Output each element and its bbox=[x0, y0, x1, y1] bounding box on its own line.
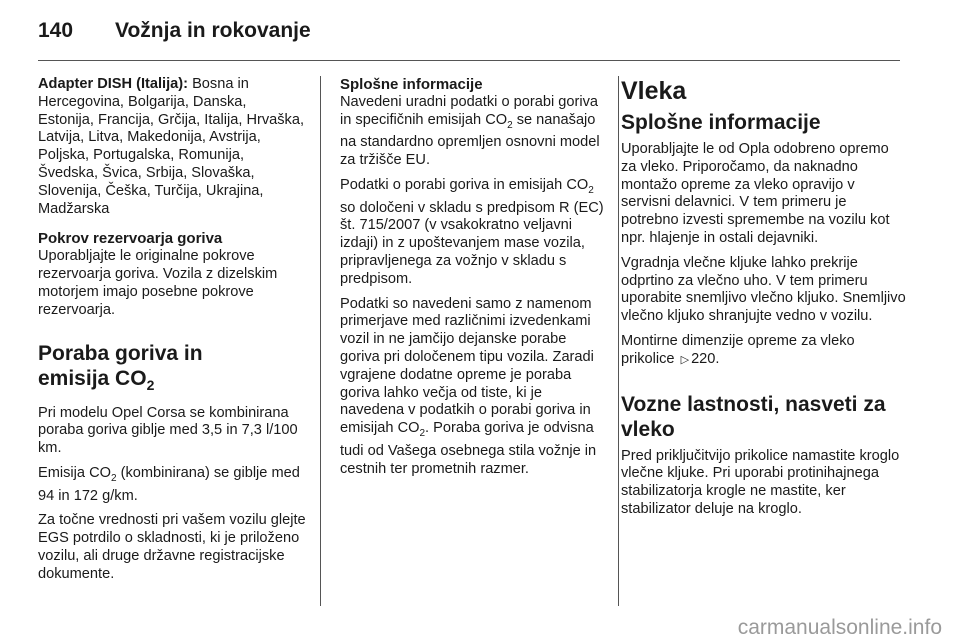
emission-range-text: Emisija $CO_2$ (kombinirana) se giblje med 94 in 172 g/km. bbox=[38, 464, 300, 504]
column-2 bbox=[340, 76, 608, 485]
dish-adapter-text: Bosna in Hercegovina, Bolgarija, Danska, Estonija, Francija, Grčija, Italija, Hrvaška, Latvija, Litva, Makedonija, Avstrija, Poljska, Portugalska, Romunija, Švedska, Švica, Srbija, Slovaška, Slovenija, Češka, Turčija, Ukrajina, Madžarska bbox=[38, 76, 305, 217]
consumption-heading: Poraba goriva in emisija $CO_2$ bbox=[38, 342, 203, 394]
page-reference-arrow-icon: ▷ bbox=[680, 353, 690, 366]
driving-tips-heading: Vozne lastnosti, nasveti za vleko bbox=[621, 392, 886, 441]
dish-adapter-paragraph bbox=[38, 76, 306, 218]
chapter-title: Vožnja in rokovanje bbox=[115, 19, 311, 42]
towing-equipment-text: Uporabljajte le od Opla odobreno opremo za vleko. Priporočamo, da naknadno montažo opreme za vleko opravijo v servisni delavnici. V tem primeru je potrebno izvesti spremembe na vozilu kot npr. hlajenje in ostali dejavniki. bbox=[621, 141, 890, 246]
consumption-range-text: Pri modelu Opel Corsa se kombinirana poraba goriva giblje med 3,5 in 7,3 l/100 km. bbox=[38, 404, 298, 457]
column-divider-2 bbox=[618, 76, 619, 606]
tow-hook-text: Vgradnja vlečne kljuke lahko prekrije odprtino za vlečno uho. V tem primeru uporabite snemljivo vlečno kljuko. Snemljivo vlečno kljuko shranjujte vedno v vozilu. bbox=[621, 254, 906, 325]
header-divider bbox=[38, 60, 900, 61]
general-info-heading: Splošne informacije bbox=[340, 76, 483, 93]
page-reference-link[interactable]: 220. bbox=[691, 350, 720, 367]
page-header bbox=[38, 14, 918, 48]
towing-general-heading: Splošne informacije bbox=[621, 111, 821, 134]
comparison-text: Podatki so navedeni samo z namenom primerjave med različnimi izvedenkami vozil in ne jamčijo dejanske porabe goriva pri določenem tipu vozila. Zaradi vgrajene dodatne opreme je poraba goriva lahko večja od tiste, ki je navedena v podatkih o porabi goriva in emisijah $CO_2$. Poraba goriva je odvisna tudi od Vašega osebnega stila vožnje in cestnih ter prometnih razmer. bbox=[340, 295, 597, 477]
fuel-cap-text: Uporabljajte le originalne pokrove rezervoarja goriva. Vozila z dizelskim motorjem imajo posebne pokrove rezervoarja. bbox=[38, 248, 278, 318]
column-1 bbox=[38, 76, 306, 591]
page-number: 140 bbox=[38, 19, 74, 42]
egs-certificate-text: Za točne vrednosti pri vašem vozilu glejte EGS potrdilo o skladnosti, ki je priloženo vozilu, ali druge državne registracijske dokumente. bbox=[38, 512, 306, 582]
ball-lubrication-text: Pred priključitvijo prikolice namastite kroglo vlečne kljuke. Pri uporabi protinihajnega stabilizatorja krogle ne mastite, ker stabilizator deluje na kroglo. bbox=[621, 447, 900, 517]
column-divider-1 bbox=[320, 76, 321, 606]
column-3 bbox=[621, 76, 906, 526]
regulation-text: Podatki o porabi goriva in emisijah $CO_2$ so določeni v skladu s predpisom R (EC) št. 715/2007 (v vsakokratno veljavni izdaji) in z upoštevanjem mase vozila, pripravljenega za vožnjo v skladu s predpisom. bbox=[340, 176, 604, 287]
official-data-text: Navedeni uradni podatki o porabi goriva in specifičnih emisijah $CO_2$ se nanašajo na standardno opremljen osnovni model za tržišče EU. bbox=[340, 93, 600, 169]
watermark: carmanualsonline.info bbox=[737, 616, 942, 639]
fuel-cap-heading: Pokrov rezervoarja goriva bbox=[38, 230, 223, 248]
dish-adapter-label: Adapter DISH (Italija): bbox=[38, 76, 189, 92]
mounting-dimensions-text: Montirne dimenzije opreme za vleko prikolice ▷ 220. bbox=[621, 333, 906, 370]
towing-title: Vleka bbox=[621, 77, 687, 105]
